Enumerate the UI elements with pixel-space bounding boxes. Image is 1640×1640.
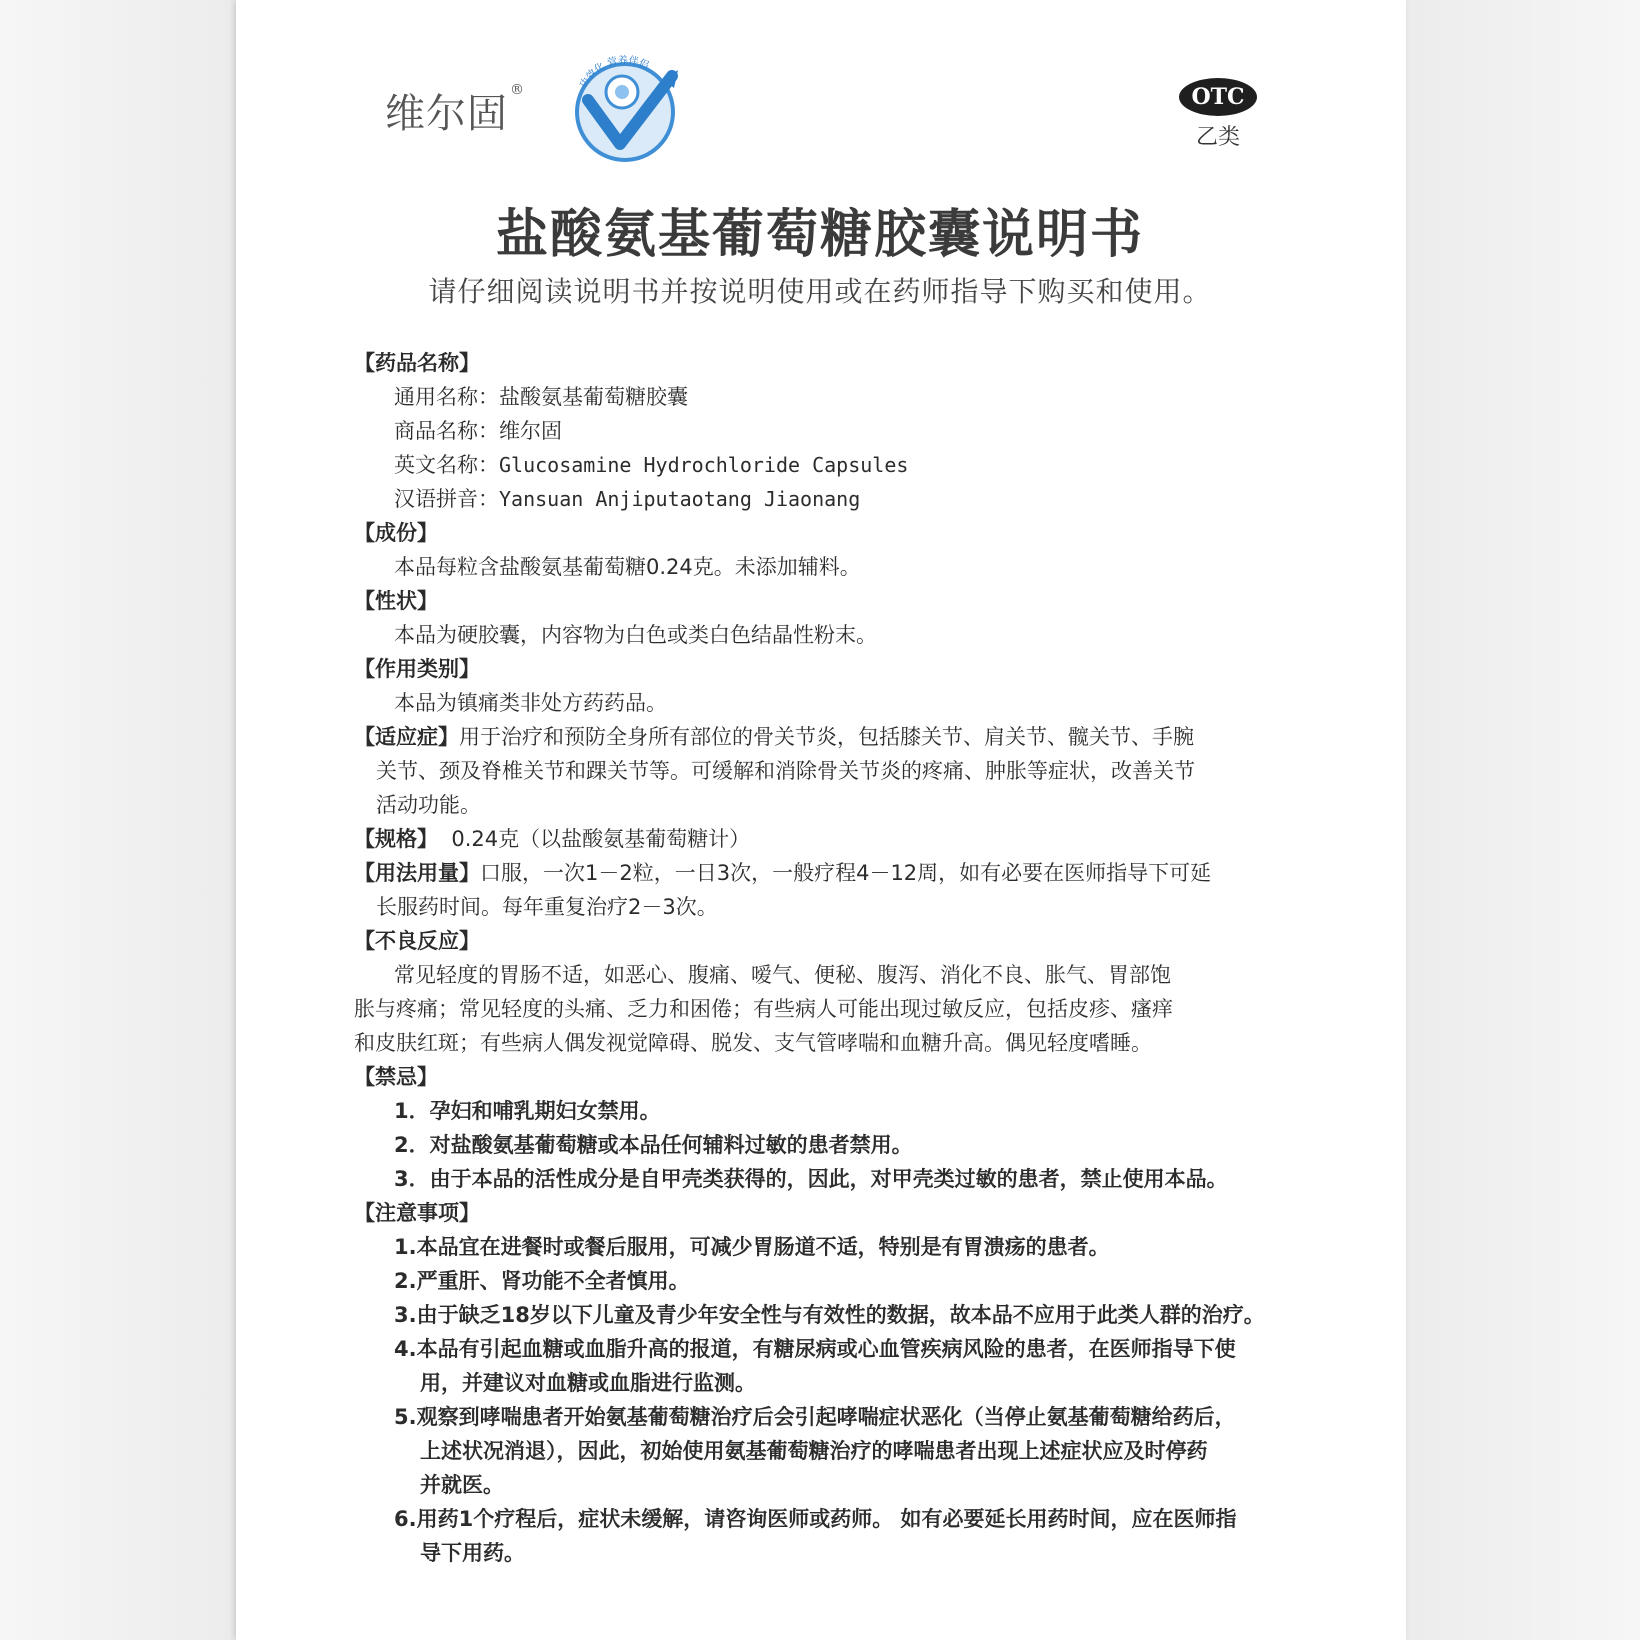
precaution-item-6-line-2: 导下用药。 <box>420 1541 525 1565</box>
section-heading-contraindications: 【禁忌】 <box>354 1065 438 1089</box>
section-heading-precautions: 【注意事项】 <box>354 1201 480 1225</box>
registered-mark: ® <box>510 82 525 98</box>
category-text: 本品为镇痛类非处方药药品。 <box>394 691 667 715</box>
adverse-line-2: 胀与疼痛；常见轻度的头痛、乏力和困倦；有些病人可能出现过敏反应，包括皮疹、瘙痒 <box>354 997 1173 1021</box>
section-heading-ingredients: 【成份】 <box>354 521 438 545</box>
precaution-item-6-line-1: 6.用药1个疗程后，症状未缓解，请咨询医师或药师。 如有必要延长用药时间，应在医师指 <box>394 1507 1237 1531</box>
pinyin-label: 汉语拼音： <box>394 487 499 511</box>
english-name-label: 英文名称： <box>394 453 499 477</box>
dosage-line-2: 长服药时间。每年重复治疗2－3次。 <box>376 895 718 919</box>
spec-text: 0.24克（以盐酸氨基葡萄糖计） <box>451 827 751 851</box>
logo-arc-text: 功效化 营养伴侣 <box>577 55 651 91</box>
generic-name: 通用名称：盐酸氨基葡萄糖胶囊 <box>394 385 688 409</box>
precaution-item-2: 2.严重肝、肾功能不全者慎用。 <box>394 1269 690 1293</box>
brand-text: 维尔固 <box>385 91 508 137</box>
section-heading-name: 【药品名称】 <box>354 351 480 375</box>
section-heading-category: 【作用类别】 <box>354 657 480 681</box>
brand-logo-icon <box>560 40 690 170</box>
adverse-line-3: 和皮肤红斑；有些病人偶发视觉障碍、脱发、支气管哮喘和血糖升高。偶见轻度嗜睡。 <box>354 1031 1152 1055</box>
otc-mark <box>1178 78 1258 151</box>
precaution-item-3: 3.由于缺乏18岁以下儿童及青少年安全性与有效性的数据，故本品不应用于此类人群的治疗。 <box>394 1303 1265 1327</box>
english-name-value: Glucosamine Hydrochloride Capsules <box>499 453 909 477</box>
precaution-item-4-line-1: 4.本品有引起血糖或血脂升高的报道，有糖尿病或心血管疾病风险的患者，在医师指导下使 <box>394 1337 1236 1361</box>
section-heading-spec: 【规格】 <box>354 827 438 851</box>
dosage-line-1: 口服，一次1－2粒，一日3次，一般疗程4－12周，如有必要在医师指导下可延 <box>480 861 1212 885</box>
appearance-text: 本品为硬胶囊，内容物为白色或类白色结晶性粉末。 <box>394 623 877 647</box>
indications-row <box>354 720 1314 754</box>
pinyin-row <box>354 482 1314 516</box>
leaflet-body <box>354 346 1314 1570</box>
precaution-item-5-line-2: 上述状况消退），因此，初始使用氨基葡萄糖治疗的哮喘患者出现上述症状应及时停药 <box>420 1439 1208 1463</box>
dosage-row <box>354 856 1314 890</box>
contraindication-item-3: 3．由于本品的活性成分是自甲壳类获得的，因此，对甲壳类过敏的患者，禁止使用本品。 <box>394 1167 1228 1191</box>
ingredients-text: 本品每粒含盐酸氨基葡萄糖0.24克。未添加辅料。 <box>394 555 861 579</box>
section-heading-appearance: 【性状】 <box>354 589 438 613</box>
indications-line-3: 活动功能。 <box>376 793 481 817</box>
section-heading-indications: 【适应症】 <box>354 725 459 749</box>
document-title: 盐酸氨基葡萄糖胶囊说明书 <box>495 205 1144 265</box>
precaution-item-1: 1.本品宜在进餐时或餐后服用，可减少胃肠道不适，特别是有胃溃疡的患者。 <box>394 1235 1110 1259</box>
pinyin-value: Yansuan Anjiputaotang Jiaonang <box>499 487 861 511</box>
otc-badge: OTC <box>1179 78 1257 116</box>
indications-line-1: 用于治疗和预防全身所有部位的骨关节炎，包括膝关节、肩关节、髋关节、手腕 <box>459 725 1194 749</box>
english-name-row <box>354 448 1314 482</box>
trade-name: 商品名称：维尔固 <box>394 419 562 443</box>
contraindication-item-1: 1．孕妇和哺乳期妇女禁用。 <box>394 1099 661 1123</box>
section-heading-adverse: 【不良反应】 <box>354 929 480 953</box>
otc-class-label: 乙类 <box>1195 125 1240 150</box>
adverse-line-1: 常见轻度的胃肠不适，如恶心、腹痛、嗳气、便秘、腹泻、消化不良、胀气、胃部饱 <box>394 963 1171 987</box>
spec-row <box>354 822 1314 856</box>
precaution-item-5-line-3: 并就医。 <box>420 1473 504 1497</box>
precaution-item-4-line-2: 用，并建议对血糖或血脂进行监测。 <box>420 1371 756 1395</box>
document-subtitle: 请仔细阅读说明书并按说明使用或在药师指导下购买和使用。 <box>428 275 1212 308</box>
section-heading-dosage: 【用法用量】 <box>354 861 480 885</box>
contraindication-item-2: 2．对盐酸氨基葡萄糖或本品任何辅料过敏的患者禁用。 <box>394 1133 913 1157</box>
brand-name <box>385 82 525 139</box>
indications-line-2: 关节、颈及脊椎关节和踝关节等。可缓解和消除骨关节炎的疼痛、肿胀等症状，改善关节 <box>376 759 1195 783</box>
precaution-item-5-line-1: 5.观察到哮喘患者开始氨基葡萄糖治疗后会引起哮喘症状恶化（当停止氨基葡萄糖给药后， <box>394 1405 1236 1429</box>
